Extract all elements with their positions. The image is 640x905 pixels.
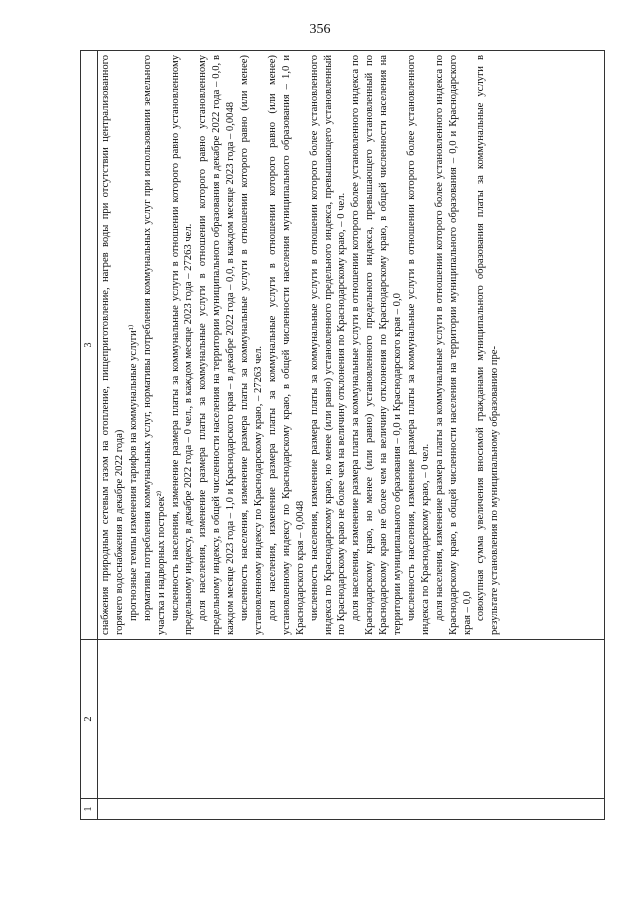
paragraph: численность населения, изменение размера платы за коммунальные услуги в отношении которого равно установленному предельному индексу, в декабре 2022 года – 0 чел., в каждом месяце 2023 года – 27263 чел. (169, 55, 195, 635)
header-col-2: 2 (81, 640, 98, 799)
paragraph: снабжения природным сетевым газом на отопление, пищеприготовление, нагрев воды при отсутствии централизованного горячего водоснабжения в декабре 2022 года) (100, 55, 125, 635)
header-col-3: 3 (81, 51, 98, 640)
body-col-1 (98, 799, 605, 820)
page-number: 356 (309, 22, 331, 37)
paragraph: доля населения, изменение размера платы за коммунальные услуги в отношении которого более установленного индекса по Краснодарскому краю, но менее (или равно) установленного предельного индекса, превышающего установленный по Краснодарскому краю не более чем на величину отклонения по Краснодарскому краю, в общей численности населения на территории муниципального образования – 0,0 и Краснодарского края – 0,0 (350, 55, 404, 635)
rotated-table-container (80, 50, 605, 820)
table-body-row (98, 51, 605, 820)
paragraph: доля населения, изменение размера платы за коммунальные услуги в отношении которого равно установленному предельному индексу, в общей численности населения на территории муниципального образования в декабре 2022 года – 0,0, в каждом месяце 2023 года – 1,0 и Краснодарского края – в декабре 2022 года – 0,0, в каждом месяце 2023 года – 0,0048 (197, 55, 237, 635)
body-col-2 (98, 640, 605, 799)
paragraph: совокупная сумма увеличения вносимой гражданами муниципального образования платы за коммунальные услуги в результате установления по муниципальному образованию пре- (475, 55, 501, 635)
paragraph: численность населения, изменение размера платы за коммунальные услуги в отношении которого более установленного индекса по Краснодарскому краю, но менее (или равно) установленного предельного индекса, превышающего установленный по Краснодарскому краю не более чем на величину отклонения по Краснодарскому краю, – 0 чел. (308, 55, 348, 635)
paragraph: нормативы потребления коммунальных услуг, нормативы потребления коммунальных услуг при использовании земельного участка и надворных построек²⁾ (141, 55, 167, 635)
paragraph: численность населения, изменение размера платы за коммунальные услуги в отношении которого более установленного индекса по Краснодарскому краю, – 0 чел. (405, 55, 431, 635)
paragraph: доля населения, изменение размера платы за коммунальные услуги в отношении которого равно (или менее) установленному индексу по Краснодарскому краю, в общей численности населения муниципального образования – 1,0 и Краснодарского края – 0,0048 (266, 55, 306, 635)
document-table (80, 50, 605, 820)
paragraph: численность населения, изменение размера платы за коммунальные услуги в отношении которого равно (или менее) установленному индексу по Краснодарскому краю, – 27263 чел. (239, 55, 264, 635)
paragraph: доля населения, изменение размера платы за коммунальные услуги в отношении которого более установленного индекса по Краснодарскому краю, в общей численности населения на территории муниципального образования – 0,0 и Краснодарского края – 0,0 (433, 55, 473, 635)
header-col-1: 1 (81, 799, 98, 820)
body-col-3 (98, 51, 605, 640)
paragraph: прогнозные темпы изменения тарифов на коммунальные услуги¹⁾ (127, 324, 139, 621)
table-header-row (81, 51, 98, 820)
